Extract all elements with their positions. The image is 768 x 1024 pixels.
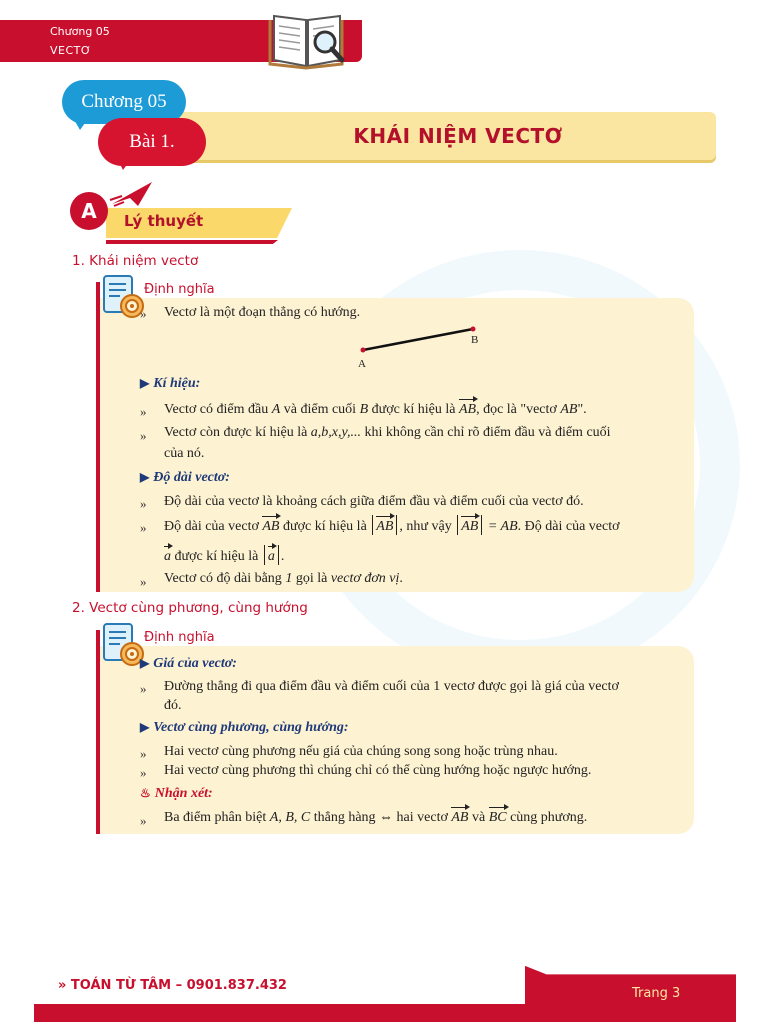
part2-heading: 2. Vectơ cùng phương, cùng hướng (72, 600, 308, 616)
part2-content-box (96, 646, 694, 834)
p2-remark-1: Ba điểm phân biệt A, B, C thẳng hàng ⇔ hai vectơ AB và BC cùng phương. (164, 810, 588, 825)
section-letter: A (70, 192, 108, 230)
section-underline (106, 240, 278, 244)
chapter-bubble: Chương 05 (62, 80, 186, 124)
p1-length-1: Độ dài của vectơ là khoảng cách giữa điểm đầu và điểm cuối của vectơ đó. (164, 494, 584, 509)
remark-title: ♨ Nhận xét: (140, 786, 213, 801)
bullet-marker: » (140, 574, 147, 589)
lesson-bubble-tail (116, 156, 133, 170)
p1-notation-2: Vectơ còn được kí hiệu là a,b,x,y,... khi không cần chỉ rõ điểm đầu và điểm cuối (164, 425, 611, 440)
lesson-title: KHÁI NIỆM VECTƠ (353, 124, 563, 148)
length-title: ▶ Độ dài vectơ: (140, 470, 230, 485)
support-title: ▶ Giá của vectơ: (140, 656, 237, 671)
bullet-marker: » (140, 428, 147, 443)
point-b-label: B (471, 334, 479, 346)
header-chapter: Chương 05 (50, 25, 110, 38)
lesson-bubble: Bài 1. (98, 118, 206, 166)
point-a-label: A (358, 358, 366, 370)
p1-notation-2b: của nó. (164, 446, 205, 461)
part1-box-bar (96, 282, 100, 592)
page-number: Trang 3 (632, 986, 681, 1001)
part2-definition-label: Định nghĩa (144, 630, 215, 645)
bullet-marker: » (140, 681, 147, 696)
collinear-title: ▶ Vectơ cùng phương, cùng hướng: (140, 720, 349, 735)
notation-title: ▶ Kí hiệu: (140, 376, 201, 391)
p2-coll-1: Hai vectơ cùng phương nếu giá của chúng song song hoặc trùng nhau. (164, 744, 558, 759)
p2-support-1: Đường thẳng đi qua điểm đầu và điểm cuối của 1 vectơ được gọi là giá của vectơ (164, 679, 619, 694)
part1-heading: 1. Khái niệm vectơ (72, 253, 199, 269)
p2-coll-2: Hai vectơ cùng phương thì chúng chỉ có thể cùng hướng hoặc ngược hướng. (164, 763, 592, 778)
bullet-marker: » (140, 496, 147, 511)
vector-ab-diagram (355, 322, 485, 372)
p2-support-1b: đó. (164, 698, 182, 713)
p1-notation-1: Vectơ có điểm đầu A và điểm cuối B được kí hiệu là AB, đọc là "vectơ AB". (164, 402, 587, 417)
paper-plane-icon (108, 178, 156, 210)
bullet-marker: » (140, 765, 147, 780)
header-subject: VECTƠ (50, 44, 92, 57)
chapter-bubble-tail (72, 116, 90, 130)
book-magnifier-icon (268, 6, 346, 70)
p1-line1: Vectơ là một đoạn thẳng có hướng. (164, 305, 361, 320)
section-label: Lý thuyết (124, 212, 204, 230)
footer-author: » TOÁN TỪ TÂM – 0901.837.432 (58, 978, 287, 993)
p1-length-2: Độ dài của vectơ AB được kí hiệu là AB , như vậy AB = AB. Độ dài của vectơ (164, 515, 620, 535)
bullet-marker: » (140, 306, 147, 321)
bullet-marker: » (140, 520, 147, 535)
part1-definition-label: Định nghĩa (144, 282, 215, 297)
bullet-marker: » (140, 746, 147, 761)
bullet-marker: » (140, 813, 147, 828)
part2-box-bar (96, 630, 100, 834)
p1-length-3: a được kí hiệu là a . (164, 545, 284, 565)
bullet-marker: » (140, 404, 147, 419)
p1-length-4: Vectơ có độ dài bằng 1 gọi là vectơ đơn vị. (164, 571, 403, 586)
